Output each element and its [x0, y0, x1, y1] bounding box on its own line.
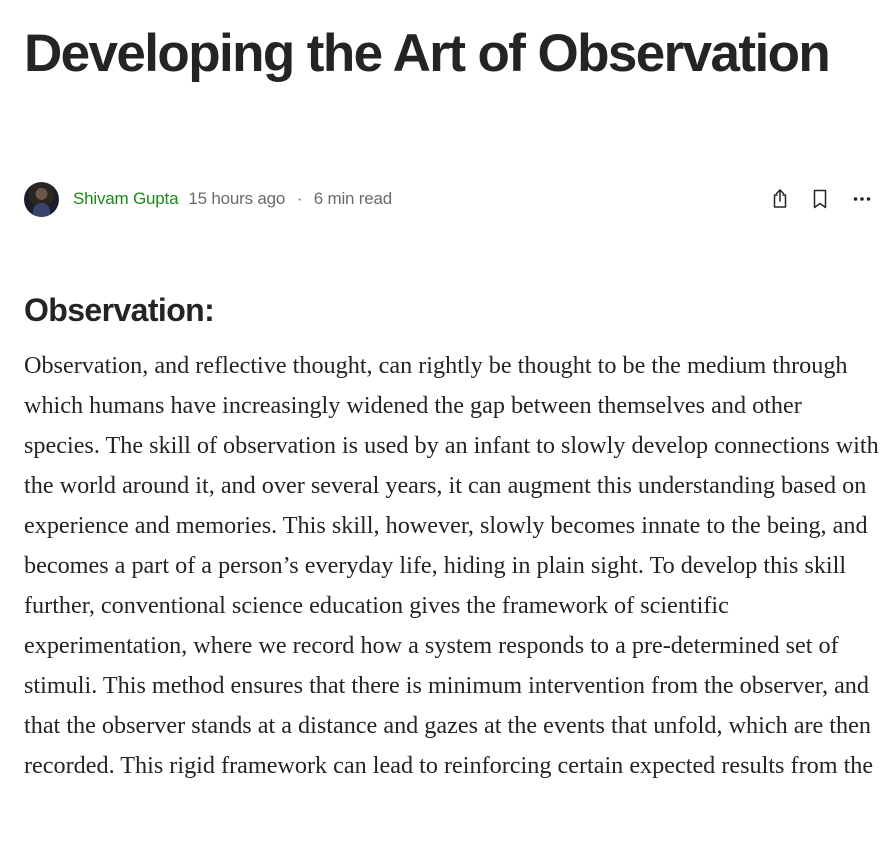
share-icon	[768, 187, 792, 211]
author-name-link[interactable]: Shivam Gupta	[73, 189, 179, 208]
article-byline	[24, 180, 876, 218]
bookmark-button[interactable]	[806, 185, 834, 213]
article-paragraph: Observation, and reflective thought, can rightly be thought to be the medium through which humans have increasingly widened the gap between themselves and other species. The skill of observation is used by an infant to slowly develop connections with the world around it, and over several years, it can augment this understanding based on experience and memories. This skill, however, slowly becomes innate to the being, and becomes a part of a person’s everyday life, hiding in plain sight. To develop this skill further, conventional science education gives the framework of scientific experimentation, where we record how a system responds to a pre-determined set of stimuli. This method ensures that there is minimum intervention from the observer, and that the observer stands at a distance and gazes at the events that unfold, which are then recorded. This rigid framework can lead to reinforcing certain expected results from the	[24, 352, 879, 779]
read-time: 6 min read	[313, 189, 393, 208]
article-actions	[766, 180, 876, 218]
meta-separator: ·	[296, 189, 303, 208]
article-title: Developing the Art of Observation	[24, 24, 830, 83]
share-button[interactable]	[766, 185, 794, 213]
publish-time: 15 hours ago	[188, 189, 286, 208]
more-options-icon	[850, 187, 874, 211]
author-avatar[interactable]	[24, 182, 59, 217]
bookmark-icon	[808, 187, 832, 211]
section-heading: Observation:	[24, 292, 215, 328]
article-meta	[188, 189, 392, 209]
more-options-button[interactable]	[848, 185, 876, 213]
article	[24, 20, 879, 779]
